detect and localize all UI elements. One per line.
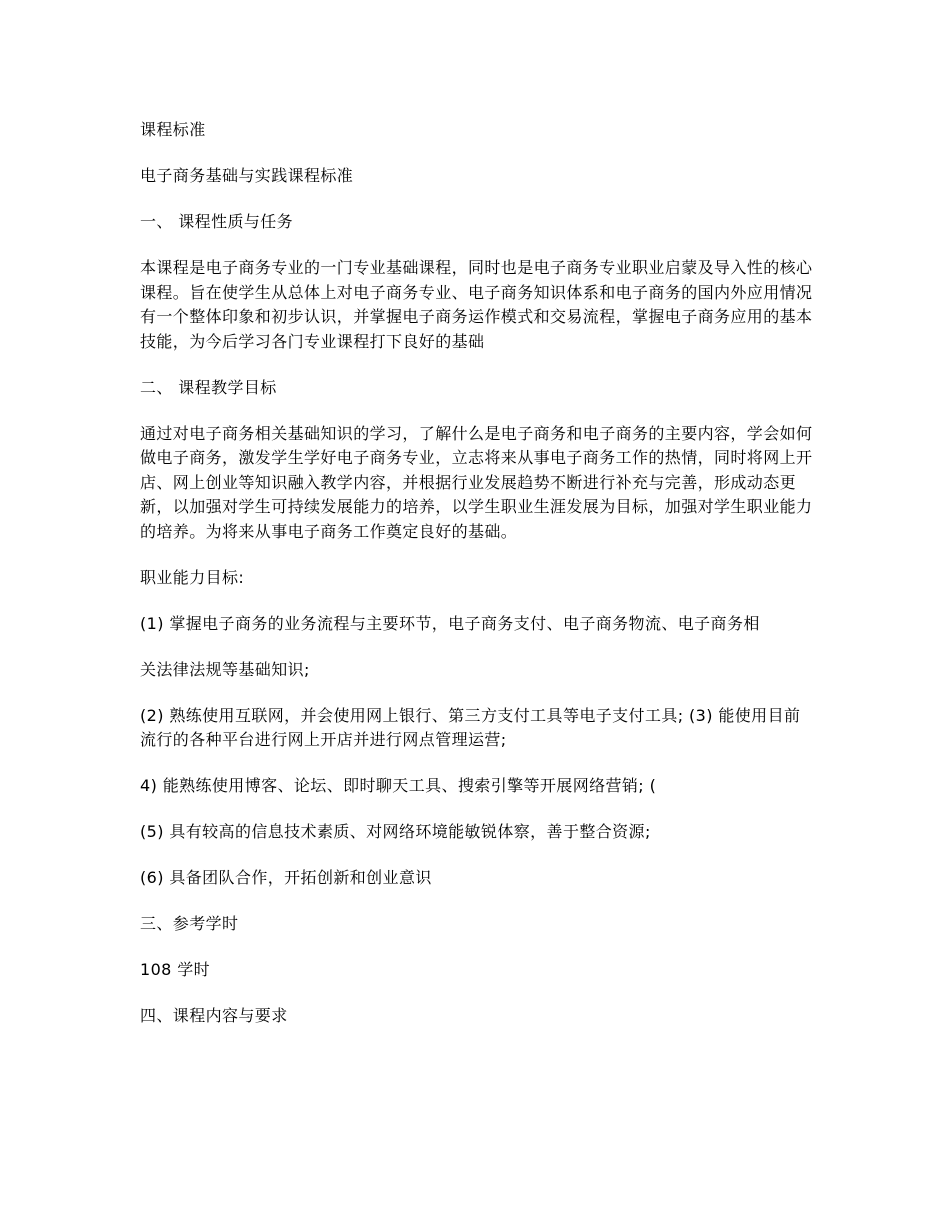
document-title: 课程标准 — [140, 120, 206, 139]
section-heading-1: 一、 课程性质与任务 — [140, 212, 294, 231]
ability-item: 4) 能熟练使用博客、论坛、即时聊天工具、搜索引擎等开展网络营销; ( — [140, 776, 657, 795]
document-subtitle: 电子商务基础与实践课程标准 — [140, 166, 354, 185]
section-heading-2: 二、 课程教学目标 — [140, 377, 277, 397]
section-heading-3: 三、参考学时 — [140, 914, 239, 933]
section-body-1: 本课程是电子商务专业的一门专业基础课程，同时也是电子商务专业职业启蒙及导入性的核心课程。旨在使学生从总体上对电子商务专业、电子商务知识体系和电子商务的国内外应用情况有一个整体印象和初步认识，并掌握电子商务运作模式和交易流程，掌握电子商务应用的基本技能，为今后学习各门专业课程打下良好的基础 — [140, 258, 813, 351]
section-body-2: 通过对电子商务相关基础知识的学习，了解什么是电子商务和电子商务的主要内容，学会如何做电子商务，激发学生学好电子商务专业，立志将来从事电子商务工作的热情，同时将网上开店、网上创业等知识融入教学内容，并根据行业发展趋势不断进行补充与完善，形成动态更新，以加强对学生可持续发展能力的培养，以学生职业生涯发展为目标，加强对学生职业能力的培养。为将来从事电子商务工作奠定良好的基础。 — [140, 423, 813, 541]
ability-item: (5) 具有较高的信息技术素质、对网络环境能敏锐体察，善于整合资源; — [140, 822, 651, 841]
ability-item: 关法律法规等基础知识; — [140, 659, 310, 679]
section-heading-4: 四、课程内容与要求 — [140, 1006, 288, 1025]
ability-item: (1) 掌握电子商务的业务流程与主要环节，电子商务支付、电子商务物流、电子商务相 — [140, 613, 760, 633]
ability-item: (2) 熟练使用互联网，并会使用网上银行、第三方支付工具等电子支付工具; (3) 能使用目前流行的各种平台进行网上开店并进行网点管理运营; — [140, 705, 801, 749]
document-page — [140, 118, 815, 1050]
hours-value: 108 学时 — [140, 960, 211, 979]
ability-heading: 职业能力目标: — [140, 567, 245, 587]
ability-item: (6) 具备团队合作，开拓创新和创业意识 — [140, 868, 432, 887]
